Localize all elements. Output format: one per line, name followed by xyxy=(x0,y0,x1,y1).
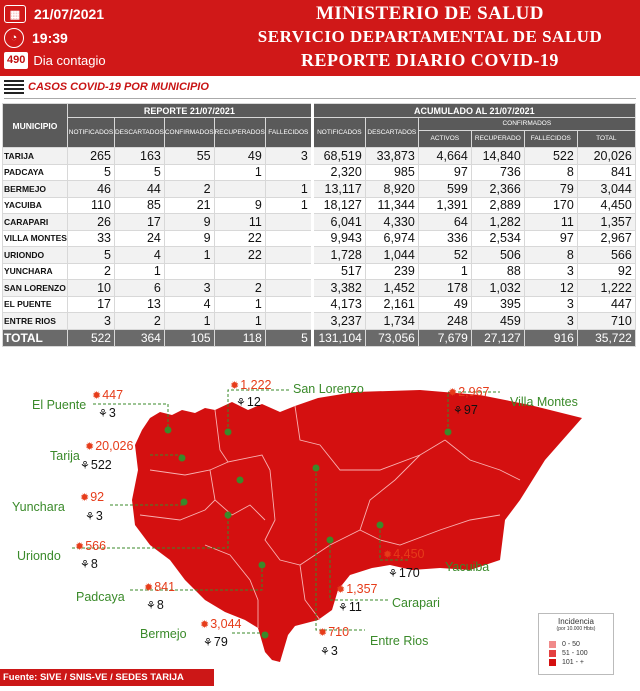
table-cell: 3 xyxy=(164,280,214,297)
section-title xyxy=(4,80,209,94)
table-cell: 22 xyxy=(214,247,265,264)
table-cell: 97 xyxy=(418,164,471,181)
table-cell: 710 xyxy=(577,313,635,330)
table-cell: 1 xyxy=(214,296,265,313)
municipio-name: TARIJA xyxy=(3,148,68,165)
table-cell: 985 xyxy=(365,164,418,181)
table-row xyxy=(3,214,636,231)
group-confirmados: CONFIRMADOS xyxy=(418,118,635,131)
mourning-ribbon-icon: ⚘ xyxy=(338,601,348,614)
virus-icon: ✹ xyxy=(448,386,458,399)
table-cell: 92 xyxy=(577,263,635,280)
table-cell xyxy=(265,313,312,330)
table-cell: 2 xyxy=(164,181,214,198)
table-cell: 88 xyxy=(471,263,524,280)
table-cell xyxy=(265,280,312,297)
table-cell: 1 xyxy=(164,313,214,330)
table-cell: 1,032 xyxy=(471,280,524,297)
table-cell: 13,117 xyxy=(312,181,365,198)
table-cell: 841 xyxy=(577,164,635,181)
map-label-uriondo: Uriondo xyxy=(17,549,61,563)
col-header: CONFIRMADOS xyxy=(164,118,214,148)
table-cell: 1,222 xyxy=(577,280,635,297)
time-row xyxy=(4,28,68,48)
virus-icon: ✹ xyxy=(92,389,102,402)
cases-bermejo: ✹ 3,044 xyxy=(200,617,242,631)
mourning-ribbon-icon: ⚘ xyxy=(98,407,108,420)
table-row xyxy=(3,164,636,181)
col-header: RECUPERADO xyxy=(471,130,524,147)
table-cell: 239 xyxy=(365,263,418,280)
deaths-san-lorenzo: ⚘ 12 xyxy=(236,395,261,409)
table-cell: 3 xyxy=(524,263,577,280)
table-cell: 6,041 xyxy=(312,214,365,231)
col-header: DESCARTADOS xyxy=(114,118,164,148)
table-cell: 336 xyxy=(418,230,471,247)
cases-yacuiba: ✹ 4,450 xyxy=(383,547,425,561)
cases-villa-montes: ✹ 2,967 xyxy=(448,385,490,399)
header-banner xyxy=(0,0,640,76)
table-cell: 4,450 xyxy=(577,197,635,214)
table-cell: 24 xyxy=(114,230,164,247)
table-cell xyxy=(214,181,265,198)
table-cell: 395 xyxy=(471,296,524,313)
mourning-ribbon-icon: ⚘ xyxy=(80,459,90,472)
table-cell: 1 xyxy=(164,247,214,264)
virus-icon: ✹ xyxy=(336,583,346,596)
municipio-name: EL PUENTE xyxy=(3,296,68,313)
table-cell: 9,943 xyxy=(312,230,365,247)
table-cell: 736 xyxy=(471,164,524,181)
deaths-uriondo: ⚘ 8 xyxy=(80,557,98,571)
table-cell: 3,044 xyxy=(577,181,635,198)
table-cell: 447 xyxy=(577,296,635,313)
table-row xyxy=(3,230,636,247)
table-cell xyxy=(265,263,312,280)
deaths-yacuiba: ⚘ 170 xyxy=(388,566,420,580)
table-cell: 55 xyxy=(164,148,214,165)
col-header: NOTIFICADOS xyxy=(312,118,365,148)
table-cell: 3,237 xyxy=(312,313,365,330)
table-cell: 2,320 xyxy=(312,164,365,181)
section-title-text: CASOS COVID-19 POR MUNICIPIO xyxy=(28,81,209,93)
table-row xyxy=(3,313,636,330)
table-cell: 599 xyxy=(418,181,471,198)
table-cell: 11,344 xyxy=(365,197,418,214)
table-cell: 20,026 xyxy=(577,148,635,165)
table-cell: 1 xyxy=(265,197,312,214)
map-label-tarija: Tarija xyxy=(50,449,80,463)
mourning-ribbon-icon: ⚘ xyxy=(80,558,90,571)
col-municipio: MUNICIPIO xyxy=(3,104,68,148)
table-cell: 5 xyxy=(265,329,312,346)
table-cell: 2,534 xyxy=(471,230,524,247)
table-cell: 49 xyxy=(418,296,471,313)
table-cell: 9 xyxy=(164,230,214,247)
date-row xyxy=(4,5,104,23)
table-row xyxy=(3,148,636,165)
municipio-name: TOTAL xyxy=(3,329,68,346)
table-cell: 22 xyxy=(214,230,265,247)
deaths-padcaya: ⚘ 8 xyxy=(146,598,164,612)
report-date: 21/07/2021 xyxy=(34,6,105,22)
table-cell: 522 xyxy=(524,148,577,165)
legend-swatch xyxy=(549,641,556,648)
table-row xyxy=(3,263,636,280)
table-cell: 364 xyxy=(114,329,164,346)
map-label-padcaya: Padcaya xyxy=(76,590,125,604)
legend-subtitle: (por 10.000 Hbts) xyxy=(556,626,596,632)
virus-icon: ✹ xyxy=(144,581,154,594)
title-service: SERVICIO DEPARTAMENTAL DE SALUD xyxy=(257,27,603,46)
table-cell: 916 xyxy=(524,329,577,346)
table-cell: 85 xyxy=(114,197,164,214)
legend-item: 0 - 50 xyxy=(549,640,613,649)
map-label-bermejo: Bermejo xyxy=(140,627,187,641)
cases-tarija: ✹ 20,026 xyxy=(85,439,134,453)
table-cell: 8 xyxy=(524,247,577,264)
table-cell xyxy=(265,164,312,181)
table-cell: 506 xyxy=(471,247,524,264)
table-row xyxy=(3,296,636,313)
table-cell: 46 xyxy=(67,181,114,198)
table-cell: 1 xyxy=(418,263,471,280)
virus-icon: ✹ xyxy=(75,540,85,553)
mourning-ribbon-icon: ⚘ xyxy=(85,510,95,523)
deaths-el-puente: ⚘ 3 xyxy=(98,406,116,420)
table-row xyxy=(3,247,636,264)
table-row xyxy=(3,197,636,214)
table-cell: 33 xyxy=(67,230,114,247)
table-cell: 1 xyxy=(265,181,312,198)
legend-title: Incidencia xyxy=(557,617,595,626)
deaths-entre-rios: ⚘ 3 xyxy=(320,644,338,658)
mourning-ribbon-icon: ⚘ xyxy=(236,396,246,409)
table-cell: 13 xyxy=(114,296,164,313)
table-cell: 33,873 xyxy=(365,148,418,165)
municipio-name: BERMEJO xyxy=(3,181,68,198)
group-reporte: REPORTE 21/07/2021 xyxy=(67,104,312,118)
table-cell: 44 xyxy=(114,181,164,198)
map-label-carapari: Carapari xyxy=(392,596,440,610)
cases-yunchara: ✹ 92 xyxy=(80,490,105,504)
table-row xyxy=(3,181,636,198)
table-cell: 4,173 xyxy=(312,296,365,313)
table-cell: 459 xyxy=(471,313,524,330)
table-cell: 12 xyxy=(524,280,577,297)
deaths-tarija: ⚘ 522 xyxy=(80,458,112,472)
map-label-villa-montes: Villa Montes xyxy=(510,395,578,409)
table-cell: 265 xyxy=(67,148,114,165)
table-cell: 27,127 xyxy=(471,329,524,346)
report-time: 19:39 xyxy=(32,30,68,46)
municipio-name: VILLA MONTES xyxy=(3,230,68,247)
source-footer: Fuente: SIVE / SNIS-VE / SEDES TARIJA xyxy=(0,669,214,686)
table-cell: 17 xyxy=(67,296,114,313)
legend-item: 51 - 100 xyxy=(549,649,613,658)
table-cell: 3 xyxy=(524,296,577,313)
table-cell: 8 xyxy=(524,164,577,181)
table-cell: 522 xyxy=(67,329,114,346)
table-cell: 68,519 xyxy=(312,148,365,165)
table-cell: 566 xyxy=(577,247,635,264)
table-cell xyxy=(214,263,265,280)
table-cell: 178 xyxy=(418,280,471,297)
mourning-ribbon-icon: ⚘ xyxy=(146,599,156,612)
table-cell: 1,734 xyxy=(365,313,418,330)
table-cell: 3 xyxy=(524,313,577,330)
mourning-ribbon-icon: ⚘ xyxy=(203,636,213,649)
table-cell: 2 xyxy=(114,313,164,330)
col-header: DESCARTADOS xyxy=(365,118,418,148)
table-cell: 163 xyxy=(114,148,164,165)
municipio-name: SAN LORENZO xyxy=(3,280,68,297)
table-cell: 1,452 xyxy=(365,280,418,297)
table-cell: 4,664 xyxy=(418,148,471,165)
table-cell: 9 xyxy=(164,214,214,231)
table-cell: 2,366 xyxy=(471,181,524,198)
table-cell: 8,920 xyxy=(365,181,418,198)
group-acumulado: ACUMULADO AL 21/07/2021 xyxy=(312,104,635,118)
municipio-name: CARAPARI xyxy=(3,214,68,231)
cases-carapari: ✹ 1,357 xyxy=(336,582,378,596)
table-cell: 4,330 xyxy=(365,214,418,231)
table-cell: 3 xyxy=(67,313,114,330)
table-cell: 118 xyxy=(214,329,265,346)
map-label-yunchara: Yunchara xyxy=(12,500,65,514)
table-cell: 1,044 xyxy=(365,247,418,264)
municipio-name: PADCAYA xyxy=(3,164,68,181)
table-cell: 248 xyxy=(418,313,471,330)
cases-padcaya: ✹ 841 xyxy=(144,580,176,594)
table-cell: 1 xyxy=(214,313,265,330)
table-cell: 14,840 xyxy=(471,148,524,165)
table-cell: 4 xyxy=(164,296,214,313)
table-cell: 73,056 xyxy=(365,329,418,346)
table-cell: 1,728 xyxy=(312,247,365,264)
table-cell xyxy=(164,164,214,181)
deaths-bermejo: ⚘ 79 xyxy=(203,635,228,649)
table-cell: 10 xyxy=(67,280,114,297)
table-cell: 110 xyxy=(67,197,114,214)
table-cell: 7,679 xyxy=(418,329,471,346)
table-cell: 1,357 xyxy=(577,214,635,231)
table-cell xyxy=(265,214,312,231)
table-cell: 1 xyxy=(114,263,164,280)
table-cell: 2 xyxy=(214,280,265,297)
cases-uriondo: ✹ 566 xyxy=(75,539,107,553)
table-row xyxy=(3,280,636,297)
table-cell: 11 xyxy=(214,214,265,231)
virus-icon: ✹ xyxy=(230,379,240,392)
table-cell xyxy=(265,247,312,264)
table-cell: 21 xyxy=(164,197,214,214)
municipio-name: URIONDO xyxy=(3,247,68,264)
table-cell: 3,382 xyxy=(312,280,365,297)
table-cell: 170 xyxy=(524,197,577,214)
municipio-name: YUNCHARA xyxy=(3,263,68,280)
day-number: 490 xyxy=(4,52,28,69)
table-cell: 2,161 xyxy=(365,296,418,313)
clock-icon: ◔ xyxy=(4,28,24,48)
virus-icon: ✹ xyxy=(80,491,90,504)
divider xyxy=(4,98,636,99)
table-cell: 4 xyxy=(114,247,164,264)
list-icon xyxy=(4,80,24,94)
municipio-name: ENTRE RIOS xyxy=(3,313,68,330)
title-ministry: MINISTERIO DE SALUD xyxy=(315,3,545,24)
legend-swatch xyxy=(549,659,556,666)
legend-swatch xyxy=(549,650,556,657)
virus-icon: ✹ xyxy=(200,618,210,631)
table-cell: 64 xyxy=(418,214,471,231)
day-row xyxy=(4,52,106,69)
deaths-villa-montes: ⚘ 97 xyxy=(453,403,478,417)
col-header: NOTIFICADOS xyxy=(67,118,114,148)
map-label-san-lorenzo: San Lorenzo xyxy=(293,382,364,396)
table-cell: 2,889 xyxy=(471,197,524,214)
table-cell: 1 xyxy=(214,164,265,181)
map-label-yacuiba: Yacuiba xyxy=(445,560,490,574)
municipio-table xyxy=(2,103,636,347)
table-cell: 5 xyxy=(67,164,114,181)
table-cell: 52 xyxy=(418,247,471,264)
table-cell: 3 xyxy=(265,148,312,165)
table-cell xyxy=(164,263,214,280)
table-cell: 2 xyxy=(67,263,114,280)
cases-san-lorenzo: ✹ 1,222 xyxy=(230,378,272,392)
legend-item: 101 - + xyxy=(549,658,613,667)
title-report: REPORTE DIARIO COVID-19 xyxy=(301,50,559,70)
table-cell: 105 xyxy=(164,329,214,346)
table-cell: 97 xyxy=(524,230,577,247)
deaths-yunchara: ⚘ 3 xyxy=(85,509,103,523)
table-cell: 131,104 xyxy=(312,329,365,346)
table-cell: 17 xyxy=(114,214,164,231)
table-cell: 6,974 xyxy=(365,230,418,247)
table-cell: 35,722 xyxy=(577,329,635,346)
cases-entre-rios: ✹ 710 xyxy=(318,625,350,639)
table-cell: 49 xyxy=(214,148,265,165)
total-row xyxy=(3,329,636,346)
calendar-icon: ▦ xyxy=(4,5,26,23)
table-cell: 5 xyxy=(67,247,114,264)
table-cell: 5 xyxy=(114,164,164,181)
table-cell: 2,967 xyxy=(577,230,635,247)
table-cell: 1,282 xyxy=(471,214,524,231)
municipio-name: YACUIBA xyxy=(3,197,68,214)
virus-icon: ✹ xyxy=(85,440,95,453)
table-cell: 517 xyxy=(312,263,365,280)
col-header: RECUPERADOS xyxy=(214,118,265,148)
deaths-carapari: ⚘ 11 xyxy=(338,600,362,614)
day-label: Dia contagio xyxy=(33,53,106,68)
col-header: TOTAL xyxy=(577,130,635,147)
table-cell xyxy=(265,296,312,313)
col-header: FALLECIDOS xyxy=(265,118,312,148)
map-label-el-puente: El Puente xyxy=(32,398,87,412)
table-cell: 79 xyxy=(524,181,577,198)
table-cell: 1,391 xyxy=(418,197,471,214)
mourning-ribbon-icon: ⚘ xyxy=(453,404,463,417)
virus-icon: ✹ xyxy=(318,626,328,639)
mourning-ribbon-icon: ⚘ xyxy=(388,567,398,580)
table-cell: 9 xyxy=(214,197,265,214)
virus-icon: ✹ xyxy=(383,548,393,561)
col-header: FALLECIDOS xyxy=(524,130,577,147)
incidence-legend xyxy=(538,613,614,675)
table-cell: 18,127 xyxy=(312,197,365,214)
mourning-ribbon-icon: ⚘ xyxy=(320,645,330,658)
map-label-entre-rios: Entre Rios xyxy=(370,634,429,648)
table-cell: 11 xyxy=(524,214,577,231)
cases-el-puente: ✹ 447 xyxy=(92,388,124,402)
table-cell xyxy=(265,230,312,247)
table-cell: 6 xyxy=(114,280,164,297)
col-header: ACTIVOS xyxy=(418,130,471,147)
table-cell: 26 xyxy=(67,214,114,231)
